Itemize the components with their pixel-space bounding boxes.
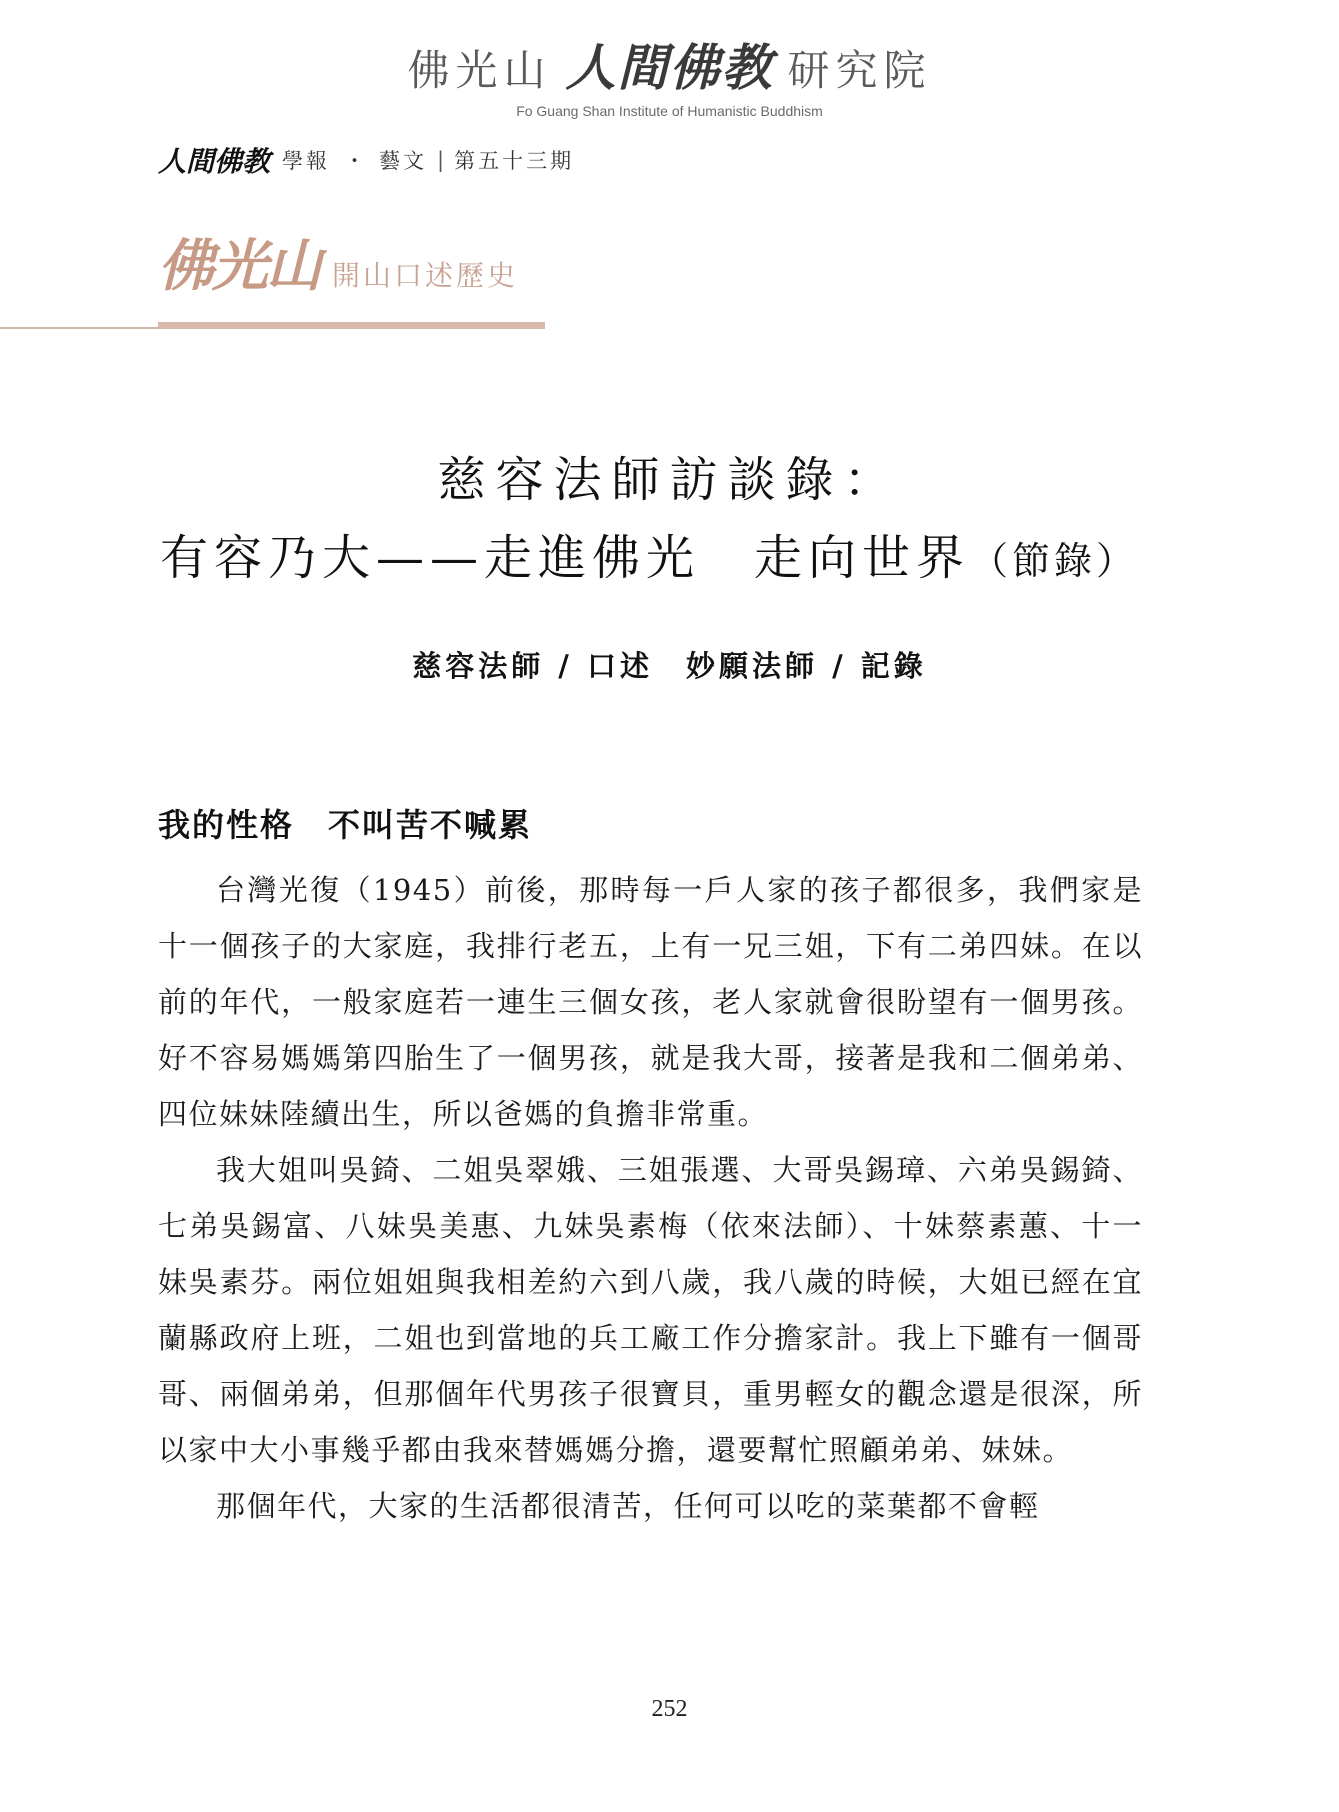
column-rule-thick [158,322,545,329]
column-title-small: 開山口述歷史 [332,259,519,292]
paragraph: 台灣光復（1945）前後，那時每一戶人家的孩子都很多，我們家是十一個孩子的大家庭，我排行老五，上有一兄三姐，下有二弟四妹。在以前的年代，一般家庭若一連生三個女孩，老人家就會很盼望有一個男孩。好不容易媽媽第四胎生了一個男孩，就是我大哥，接著是我和二個弟弟、四位妹妹陸續出生，所以爸媽的負擔非常重。 [158,873,1143,1131]
institute-header [0,38,1339,119]
journal-brand-logo: 人間佛教 [158,145,271,178]
institute-title [0,38,1339,101]
article-title-line1: 慈容法師訪談錄： [437,452,902,508]
institute-prefix: 佛光山 [407,46,552,95]
paragraph: 我大姐叫吳錡、二姐吳翠娥、三姐張選、大哥吳錫璋、六弟吳錫錡、七弟吳錫富、八妹吳美惠、九妹吳素梅（依來法師）、十妹蔡素蕙、十一妹吳素芬。兩位姐姐與我相差約六到八歲，我八歲的時候，大姐已經在宜蘭縣政府上班，二姐也到當地的兵工廠工作分擔家計。我上下雖有一個哥哥、兩個弟弟，但那個年代男孩子很寶貝，重男輕女的觀念還是很深，所以家中大小事幾乎都由我來替媽媽分擔，還要幫忙照顧弟弟、妹妹。 [158,1153,1143,1467]
paragraph: 那個年代，大家的生活都很清苦，任何可以吃的菜葉都不會輕 [216,1489,1040,1523]
article-title-main: 有容乃大——走進佛光 走向世界 [160,530,971,586]
column-title-big: 佛光山 [158,234,320,299]
journal-separator: | [437,148,445,172]
article-body [158,862,1143,1534]
article-title-note: （節錄） [970,539,1139,583]
journal-issue: 第五十三期 [454,149,575,173]
journal-dot: ・ [344,149,366,173]
article-title-line2 [160,528,1180,591]
column-banner [158,232,518,302]
institute-suffix: 研究院 [787,46,932,95]
page-number: 252 [651,1696,688,1722]
institute-brand-logo: 人間佛教 [565,39,774,97]
journal-section: 藝文 [379,149,428,173]
article-byline: 慈容法師 / 口述 妙願法師 / 記錄 [412,649,927,683]
institute-english-name: Fo Guang Shan Institute of Humanistic Buddhism [516,103,823,119]
journal-name: 學報 [282,149,331,173]
section-heading: 我的性格 不叫苦不喊累 [158,806,533,844]
journal-running-head [158,140,574,180]
